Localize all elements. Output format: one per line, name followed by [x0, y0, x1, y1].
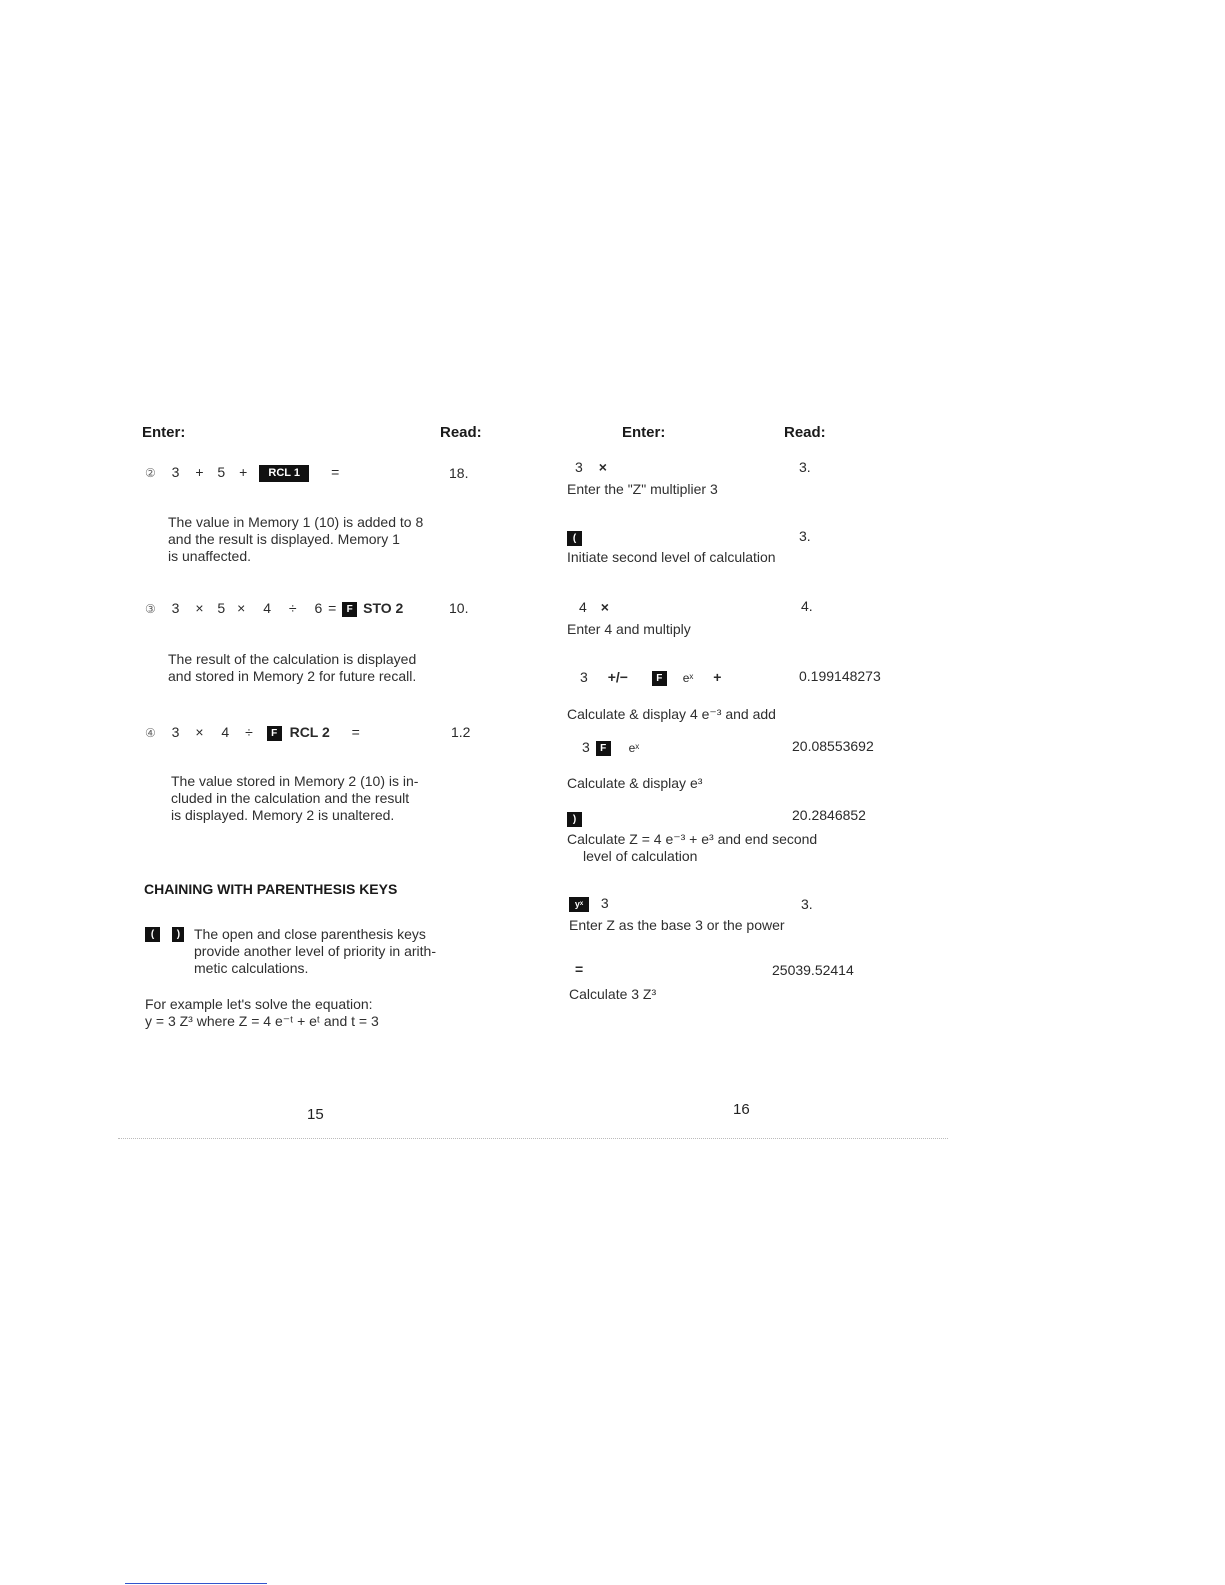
step-7-keys — [569, 895, 609, 912]
step-4-desc: Calculate & display 4 e⁻³ and add — [567, 706, 776, 722]
step-4-keys — [580, 669, 721, 686]
key-5: 5 — [217, 600, 226, 616]
open-paren-key: ( — [145, 927, 160, 942]
paren-desc-2: provide another level of priority in arith- — [194, 943, 437, 959]
page-number-right: 16 — [733, 1101, 750, 1118]
step-5-desc: Calculate & display e³ — [567, 775, 703, 791]
key-sto2: STO 2 — [363, 600, 404, 616]
step-4-read: 0.199148273 — [799, 668, 881, 684]
paren-keys — [145, 926, 184, 944]
key-plus: + — [195, 464, 204, 480]
key-3: 3 — [582, 739, 590, 755]
example-2-read: 18. — [449, 465, 469, 481]
section-title: CHAINING WITH PARENTHESIS KEYS — [144, 881, 398, 897]
key-f: F — [342, 602, 357, 617]
equation: y = 3 Z³ where Z = 4 e⁻ᵗ + eᵗ and t = 3 — [145, 1013, 379, 1029]
step-8-desc: Calculate 3 Z³ — [569, 986, 657, 1002]
example-3-read: 10. — [449, 600, 469, 616]
example-4-row — [145, 724, 360, 741]
key-f: F — [596, 741, 611, 756]
key-3: 3 — [600, 895, 609, 911]
step-6-read: 20.2846852 — [792, 807, 866, 823]
step-1-keys — [575, 459, 607, 475]
open-paren-key: ( — [567, 531, 582, 546]
paren-desc-1: The open and close parenthesis keys — [194, 926, 426, 942]
key-5: 5 — [217, 464, 226, 480]
key-3: 3 — [171, 600, 180, 616]
key-4: 4 — [579, 599, 587, 615]
key-ex: eˣ — [682, 671, 694, 685]
step-2-keys — [567, 530, 582, 548]
right-read-header: Read: — [784, 424, 826, 441]
step-2-desc: Initiate second level of calculation — [567, 549, 776, 565]
close-paren-key: ) — [567, 812, 582, 827]
key-4: 4 — [263, 600, 271, 616]
step-7-desc: Enter Z as the base 3 or the power — [569, 917, 785, 933]
key-ex: eˣ — [628, 741, 640, 755]
step-6-keys — [567, 811, 582, 829]
left-enter-header: Enter: — [142, 424, 186, 441]
key-rcl1: RCL 1 — [259, 465, 309, 482]
step-2-read: 3. — [799, 528, 811, 544]
right-enter-header: Enter: — [622, 424, 666, 441]
step-5-read: 20.08553692 — [792, 738, 874, 754]
example-intro: For example let's solve the equation: — [145, 996, 373, 1012]
example-2-desc-1: The value in Memory 1 (10) is added to 8 — [168, 514, 424, 530]
key-f: F — [652, 671, 667, 686]
step-7-read: 3. — [801, 896, 813, 912]
key-change-sign: +/− — [607, 669, 628, 685]
example-3-row — [145, 600, 403, 617]
step-6-desc-2: level of calculation — [583, 848, 698, 864]
key-6: 6 — [314, 600, 323, 616]
example-2-row — [145, 464, 339, 482]
key-times: × — [195, 600, 204, 616]
key-f: F — [267, 726, 282, 741]
step-3-keys — [579, 599, 609, 615]
step-8-read: 25039.52414 — [772, 962, 854, 978]
close-paren-key: ) — [172, 927, 184, 942]
scan-noise-line — [118, 1138, 948, 1140]
key-times: × — [195, 724, 204, 740]
step-6-desc-1: Calculate Z = 4 e⁻³ + e³ and end second — [567, 831, 818, 847]
key-divide: ÷ — [288, 600, 297, 616]
paren-desc-3: metic calculations. — [194, 960, 309, 976]
key-plus: + — [713, 669, 722, 685]
key-yx: yˣ — [569, 897, 589, 912]
key-3: 3 — [575, 459, 583, 475]
example-4-desc-3: is displayed. Memory 2 is unaltered. — [171, 807, 395, 823]
key-times: × — [598, 459, 607, 475]
step-5-keys — [582, 739, 639, 756]
key-equals: = — [331, 464, 340, 480]
example-2-desc-3: is unaffected. — [168, 548, 252, 564]
key-4: 4 — [221, 724, 230, 740]
example-4-desc-1: The value stored in Memory 2 (10) is in- — [171, 773, 419, 789]
key-rcl2: RCL 2 — [289, 724, 330, 740]
key-3: 3 — [171, 724, 180, 740]
key-divide: ÷ — [245, 724, 253, 740]
key-equals: = — [351, 724, 360, 740]
key-3: 3 — [171, 464, 180, 480]
example-3-number: ③ — [145, 602, 156, 616]
key-plus: + — [239, 464, 248, 480]
key-equals: = — [575, 961, 584, 977]
example-3-desc-2: and stored in Memory 2 for future recall. — [168, 668, 417, 684]
step-1-read: 3. — [799, 459, 811, 475]
key-equals: = — [328, 600, 337, 616]
key-3: 3 — [580, 669, 588, 685]
example-4-read: 1.2 — [451, 724, 471, 740]
left-read-header: Read: — [440, 424, 482, 441]
page-number-left: 15 — [307, 1106, 324, 1123]
step-8-keys — [575, 961, 583, 977]
key-times: × — [600, 599, 609, 615]
example-2-desc-2: and the result is displayed. Memory 1 — [168, 531, 400, 547]
example-2-number: ② — [145, 466, 156, 480]
step-1-desc: Enter the "Z" multiplier 3 — [567, 481, 718, 497]
step-3-read: 4. — [801, 598, 813, 614]
step-3-desc: Enter 4 and multiply — [567, 621, 691, 637]
example-3-desc-1: The result of the calculation is displayed — [168, 651, 417, 667]
key-times: × — [237, 600, 246, 616]
example-4-desc-2: cluded in the calculation and the result — [171, 790, 410, 806]
example-4-number: ④ — [145, 726, 156, 740]
bottom-rule — [125, 1583, 267, 1584]
